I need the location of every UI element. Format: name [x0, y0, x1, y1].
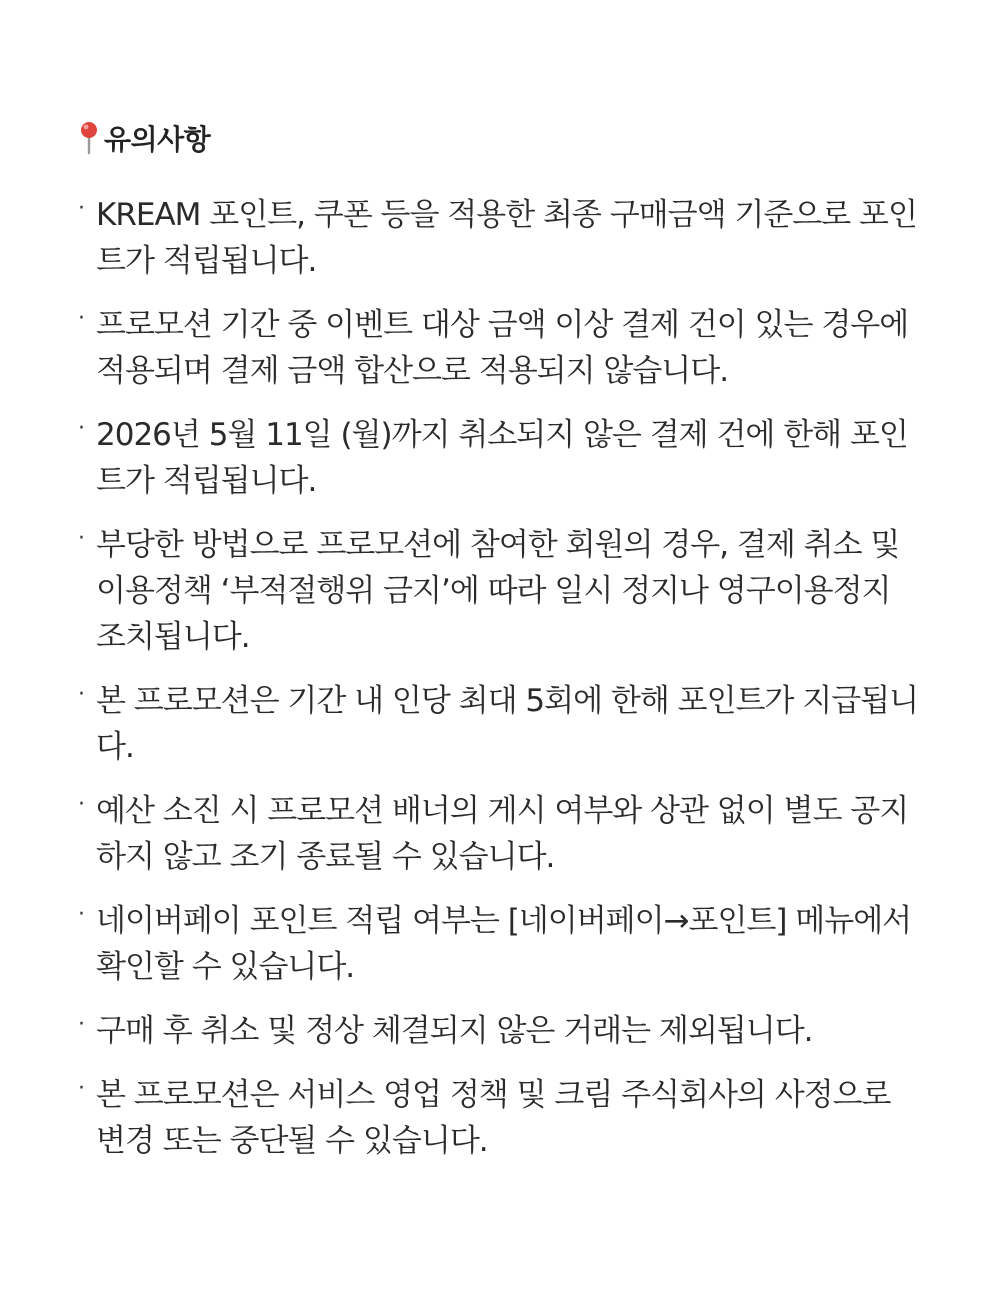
bullet: · — [78, 682, 84, 707]
bullet: · — [78, 416, 84, 441]
notice-heading — [78, 118, 928, 158]
notice-list — [78, 192, 928, 1164]
bullet: · — [78, 1076, 84, 1101]
list-item — [78, 522, 928, 660]
notice-item-text: 프로모션 기간 중 이벤트 대상 금액 이상 결제 건이 있는 경우에 적용되며 결제 금액 합산으로 적용되지 않습니다. — [96, 307, 909, 389]
bullet: · — [78, 526, 84, 551]
list-item — [78, 678, 928, 770]
round-pushpin-icon — [78, 121, 100, 155]
notice-item-text: 본 프로모션은 기간 내 인당 최대 5회에 한해 포인트가 지급됩니다. — [96, 683, 919, 765]
notice-item-text: 예산 소진 시 프로모션 배너의 게시 여부와 상관 없이 별도 공지하지 않고 조기 종료될 수 있습니다. — [96, 793, 909, 875]
list-item — [78, 1008, 928, 1054]
list-item — [78, 412, 928, 504]
bullet: · — [78, 1012, 84, 1037]
list-item — [78, 788, 928, 880]
bullet: · — [78, 792, 84, 817]
notice-item-text: 부당한 방법으로 프로모션에 참여한 회원의 경우, 결제 취소 및 이용정책 ‘부적절행위 금지’에 따라 일시 정지나 영구이용정지 조치됩니다. — [96, 527, 900, 655]
notice-item-text: 구매 후 취소 및 정상 체결되지 않은 거래는 제외됩니다. — [96, 1013, 813, 1049]
list-item — [78, 192, 928, 284]
notice-section — [78, 118, 928, 1182]
list-item — [78, 1072, 928, 1164]
list-item — [78, 302, 928, 394]
bullet: · — [78, 902, 84, 927]
list-item — [78, 898, 928, 990]
notice-item-text: KREAM 포인트, 쿠폰 등을 적용한 최종 구매금액 기준으로 포인트가 적립됩니다. — [96, 197, 917, 279]
bullet: · — [78, 196, 84, 221]
notice-item-text: 네이버페이 포인트 적립 여부는 [네이버페이→포인트] 메뉴에서 확인할 수 있습니다. — [96, 903, 912, 985]
notice-title: 유의사항 — [104, 123, 211, 156]
notice-item-text: 본 프로모션은 서비스 영업 정책 및 크림 주식회사의 사정으로 변경 또는 중단될 수 있습니다. — [96, 1077, 891, 1159]
notice-item-text: 2026년 5월 11일 (월)까지 취소되지 않은 결제 건에 한해 포인트가 적립됩니다. — [96, 417, 908, 499]
bullet: · — [78, 306, 84, 331]
